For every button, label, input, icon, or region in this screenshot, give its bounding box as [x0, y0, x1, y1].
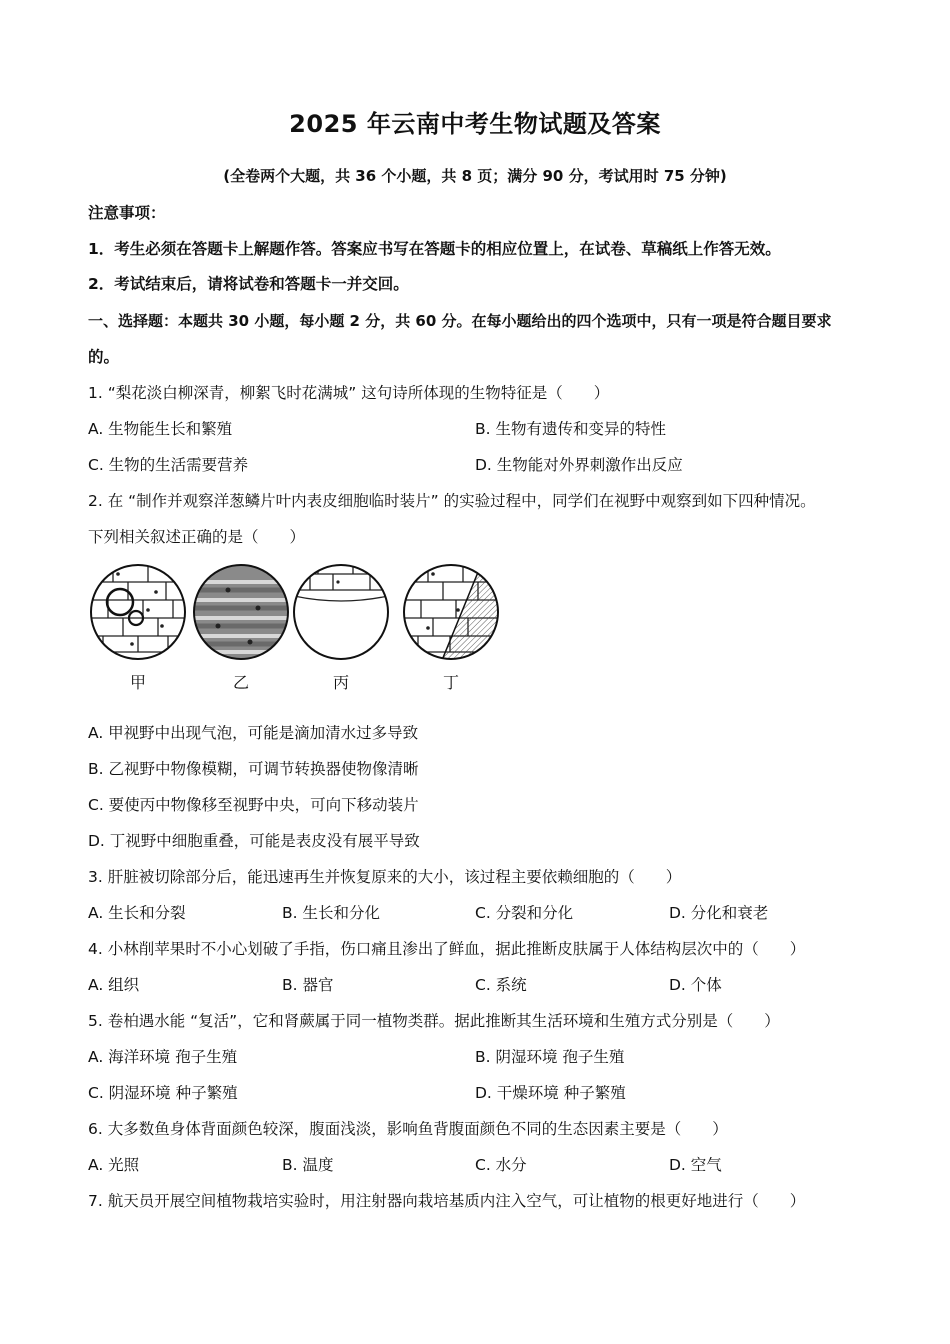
question-stem: 6. 大多数鱼身体背面颜色较深，腹面浅淡，影响鱼背腹面颜色不同的生态因素主要是（ ） [88, 1120, 728, 1138]
page-subtitle: (全卷两个大题，共 36 个小题，共 8 页；满分 90 分，考试用时 75 分钟) [223, 167, 727, 185]
view-yi [191, 560, 291, 670]
question-stem: 3. 肝脏被切除部分后，能迅速再生并恢复原来的大小，该过程主要依赖细胞的（ ） [88, 868, 682, 886]
question-stem: 1. “梨花淡白柳深青，柳絮飞时花满城” 这句诗所体现的生物特征是（ ） [88, 384, 610, 402]
question-stem: 2. 在 “制作并观察洋葱鳞片叶内表皮细胞临时装片” 的实验过程中，同学们在视野中观察到如下四种情况。 [88, 492, 816, 510]
option-d: D. 丁视野中细胞重叠，可能是表皮没有展平导致 [88, 832, 420, 850]
option-d: D. 生物能对外界刺激作出反应 [475, 456, 683, 474]
option-c: C. 要使丙中物像移至视野中央，可向下移动装片 [88, 796, 419, 814]
option-a: A. 甲视野中出现气泡，可能是滴加清水过多导致 [88, 724, 419, 742]
option-c: C. 阴湿环境 种子繁殖 [88, 1084, 238, 1102]
view-jia [88, 560, 188, 652]
option-a: A. 光照 [88, 1156, 140, 1174]
question-stem: 4. 小林削苹果时不小心划破了手指，伤口痛且渗出了鲜血，据此推断皮肤属于人体结构层次中的（ ） [88, 940, 806, 958]
section-heading: 一、选择题：本题共 30 小题，每小题 2 分，共 60 分。在每小题给出的四个选项中，只有一项是符合题目要求 [88, 312, 832, 330]
microscope-views-figure [88, 560, 508, 695]
view-ding [401, 560, 501, 670]
option-d: D. 干燥环境 种子繁殖 [475, 1084, 626, 1102]
option-b: B. 温度 [282, 1156, 334, 1174]
question-stem: 5. 卷柏遇水能 “复活”，它和肾蕨属于同一植物类群。据此推断其生活环境和生殖方式分别是（ ） [88, 1012, 780, 1030]
option-c: C. 生物的生活需要营养 [88, 456, 249, 474]
figure-label-jia: 甲 [129, 673, 146, 692]
question-stem: 7. 航天员开展空间植物栽培实验时，用注射器向栽培基质内注入空气，可让植物的根更好地进行（ ） [88, 1192, 806, 1210]
option-a: A. 海洋环境 孢子生殖 [88, 1048, 238, 1066]
figure-label-bing: 丙 [332, 673, 349, 692]
question-stem-cont: 下列相关叙述正确的是（ ） [88, 528, 306, 546]
option-d: D. 分化和衰老 [669, 904, 769, 922]
notice-heading: 注意事项： [88, 204, 166, 222]
option-c: C. 分裂和分化 [475, 904, 574, 922]
microscope-views-drawing [88, 560, 508, 670]
option-b: B. 阴湿环境 孢子生殖 [475, 1048, 625, 1066]
notice-item: 2．考试结束后，请将试卷和答题卡一并交回。 [88, 275, 409, 293]
notice-item: 1．考生必须在答题卡上解题作答。答案应书写在答题卡的相应位置上，在试卷、草稿纸上作答无效。 [88, 240, 781, 258]
option-b: B. 乙视野中物像模糊，可调节转换器使物像清晰 [88, 760, 419, 778]
option-b: B. 器官 [282, 976, 334, 994]
option-d: D. 个体 [669, 976, 722, 994]
option-a: A. 生长和分裂 [88, 904, 186, 922]
option-b: B. 生长和分化 [282, 904, 380, 922]
figure-label-ding: 丁 [442, 673, 459, 692]
page-title: 2025 年云南中考生物试题及答案 [289, 110, 661, 138]
option-a: A. 生物能生长和繁殖 [88, 420, 233, 438]
option-b: B. 生物有遗传和变异的特性 [475, 420, 666, 438]
option-a: A. 组织 [88, 976, 140, 994]
option-c: C. 系统 [475, 976, 527, 994]
option-d: D. 空气 [669, 1156, 722, 1174]
option-c: C. 水分 [475, 1156, 527, 1174]
section-heading-cont: 的。 [88, 348, 120, 366]
figure-label-yi: 乙 [232, 673, 249, 692]
